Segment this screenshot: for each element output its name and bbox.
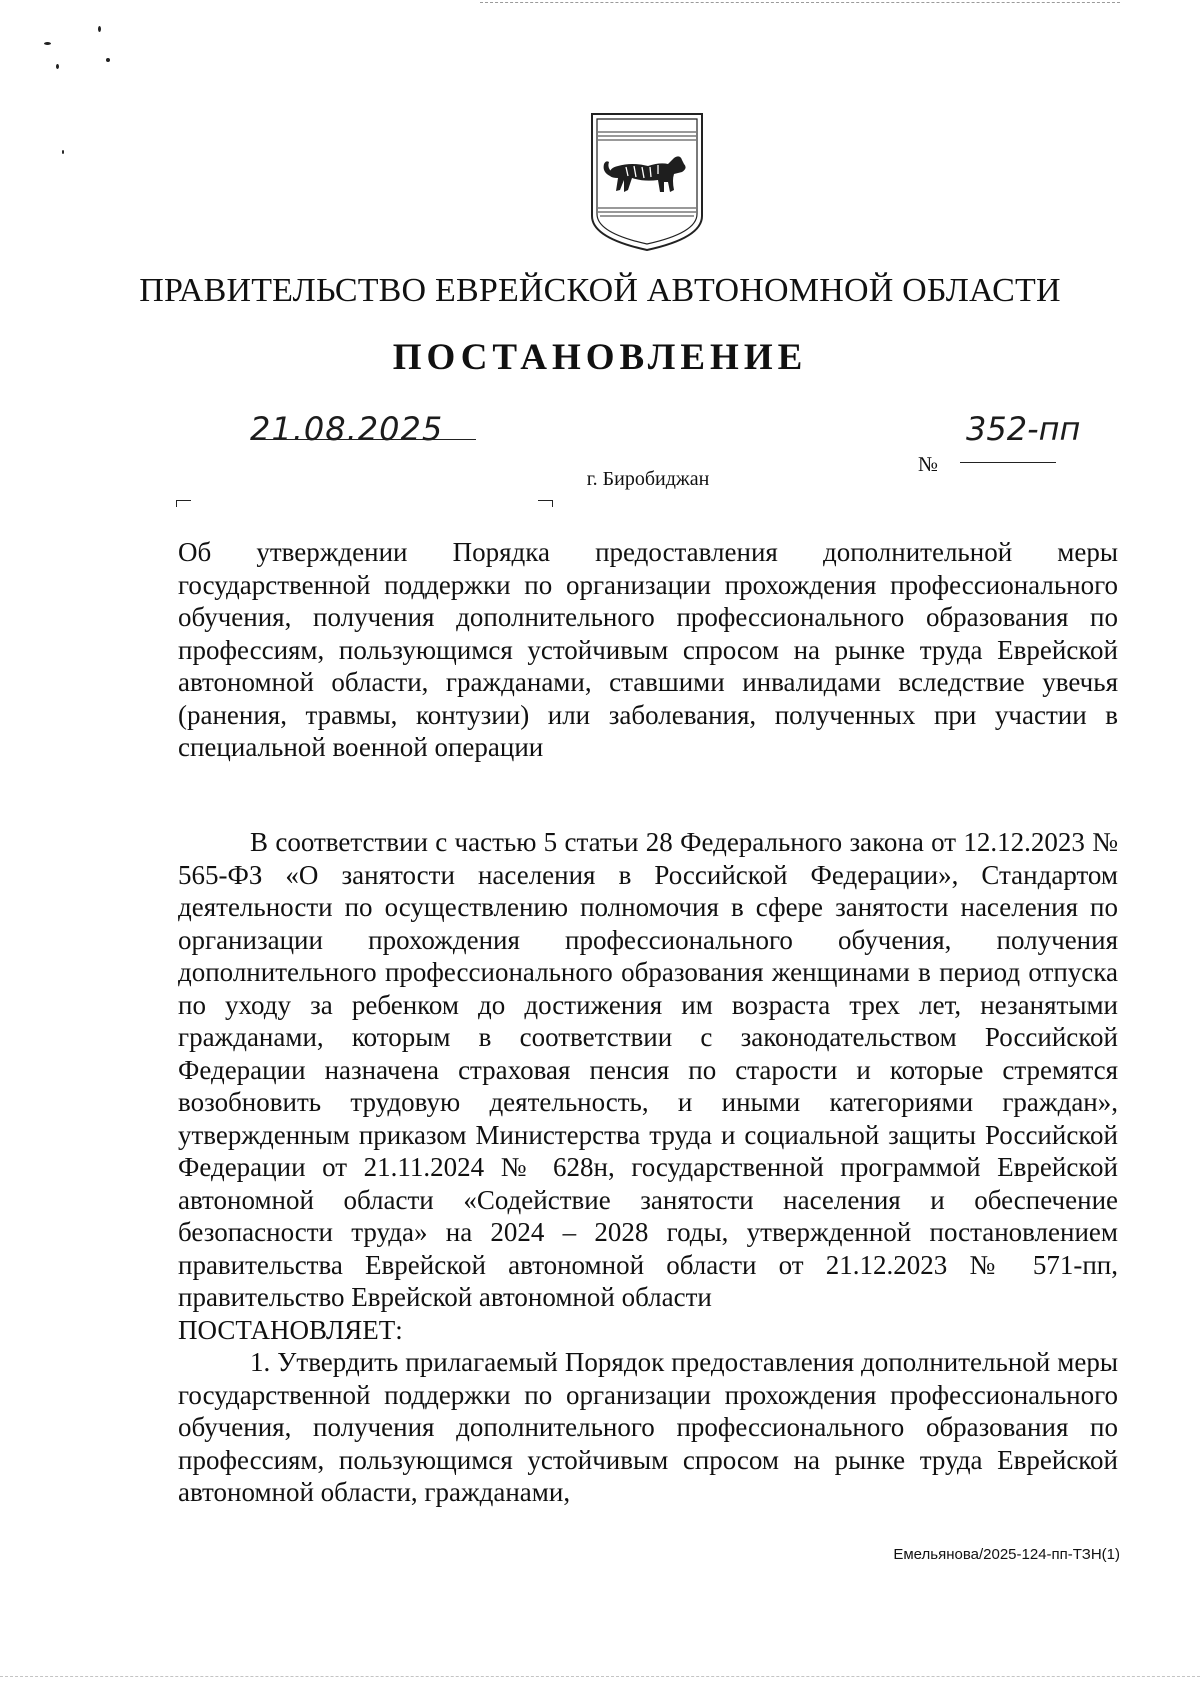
date-underline bbox=[252, 439, 476, 440]
scan-speck bbox=[56, 64, 59, 69]
scan-speck bbox=[106, 58, 110, 62]
handwritten-date: 21.08.2025 bbox=[250, 410, 444, 448]
coat-of-arms-tiger-icon bbox=[588, 112, 706, 252]
scan-edge-line bbox=[480, 2, 1120, 3]
document-type-title: ПОСТАНОВЛЕНИЕ bbox=[392, 337, 808, 378]
city-line: г. Биробиджан bbox=[586, 468, 710, 490]
scan-edge-line bbox=[0, 1676, 1200, 1677]
document-subject: Об утверждении Порядка предоставления дополнительной меры государственной поддержки по организации прохождения профессионального обучения, получения дополнительного профессионального образования по профессиям, пользующимся устойчивым спросом на рынке труда Еврейской автономной области, гражданами, ставшими инвалидами вследствие увечья (ранения, травмы, контузии) или заболевания, полученных при участии в специальной военной операции bbox=[178, 537, 1118, 762]
scan-speck bbox=[98, 26, 101, 32]
left-corner-mark bbox=[176, 500, 191, 507]
decree-word: ПОСТАНОВЛЯЕТ: bbox=[178, 1314, 403, 1345]
document-body bbox=[178, 826, 1118, 1509]
handwritten-number: 352-пп bbox=[966, 410, 1081, 448]
scan-speck bbox=[44, 42, 51, 45]
item-1-paragraph: 1. Утвердить прилагаемый Порядок предоставления дополнительной меры государственной поддержки по организации прохождения профессионального обучения, получения дополнительного профессионального образования по профессиям, пользующимся устойчивым спросом на рынке труда Еврейской автономной области, гражданами, bbox=[178, 1347, 1118, 1507]
scan-speck bbox=[62, 150, 64, 154]
government-title: ПРАВИТЕЛЬСТВО ЕВРЕЙСКОЙ АВТОНОМНОЙ ОБЛАСТИ bbox=[139, 272, 1061, 309]
number-label: № bbox=[918, 452, 939, 476]
number-underline bbox=[960, 462, 1056, 463]
right-corner-mark bbox=[538, 500, 553, 507]
footer-document-code: Емельянова/2025-124-пп-ТЗН(1) bbox=[893, 1546, 1120, 1563]
preamble-paragraph: В соответствии с частью 5 статьи 28 Федерального закона от 12.12.2023 № 565-ФЗ «О занятости населения в Российской Федерации», Стандартом деятельности по осуществлению полномочия в сфере занятости населения по организации прохождения профессионального обучения, получения дополнительного профессионального образования женщинами в период отпуска по уходу за ребенком до достижения им возраста трех лет, незанятыми гражданами, которым в соответствии с законодательством Российской Федерации назначена страховая пенсия по старости и которые стремятся возобновить трудовую деятельность, и иными категориями граждан», утвержденным приказом Министерства труда и социальной защиты Российской Федерации от 21.11.2024 № 628н, государственной программой Еврейской автономной области «Содействие занятости населения и обеспечение безопасности труда» на 2024 – 2028 годы, утвержденной постановлением правительства Еврейской автономной области от 21.12.2023 № 571-пп, правительство Еврейской автономной области bbox=[178, 827, 1118, 1312]
